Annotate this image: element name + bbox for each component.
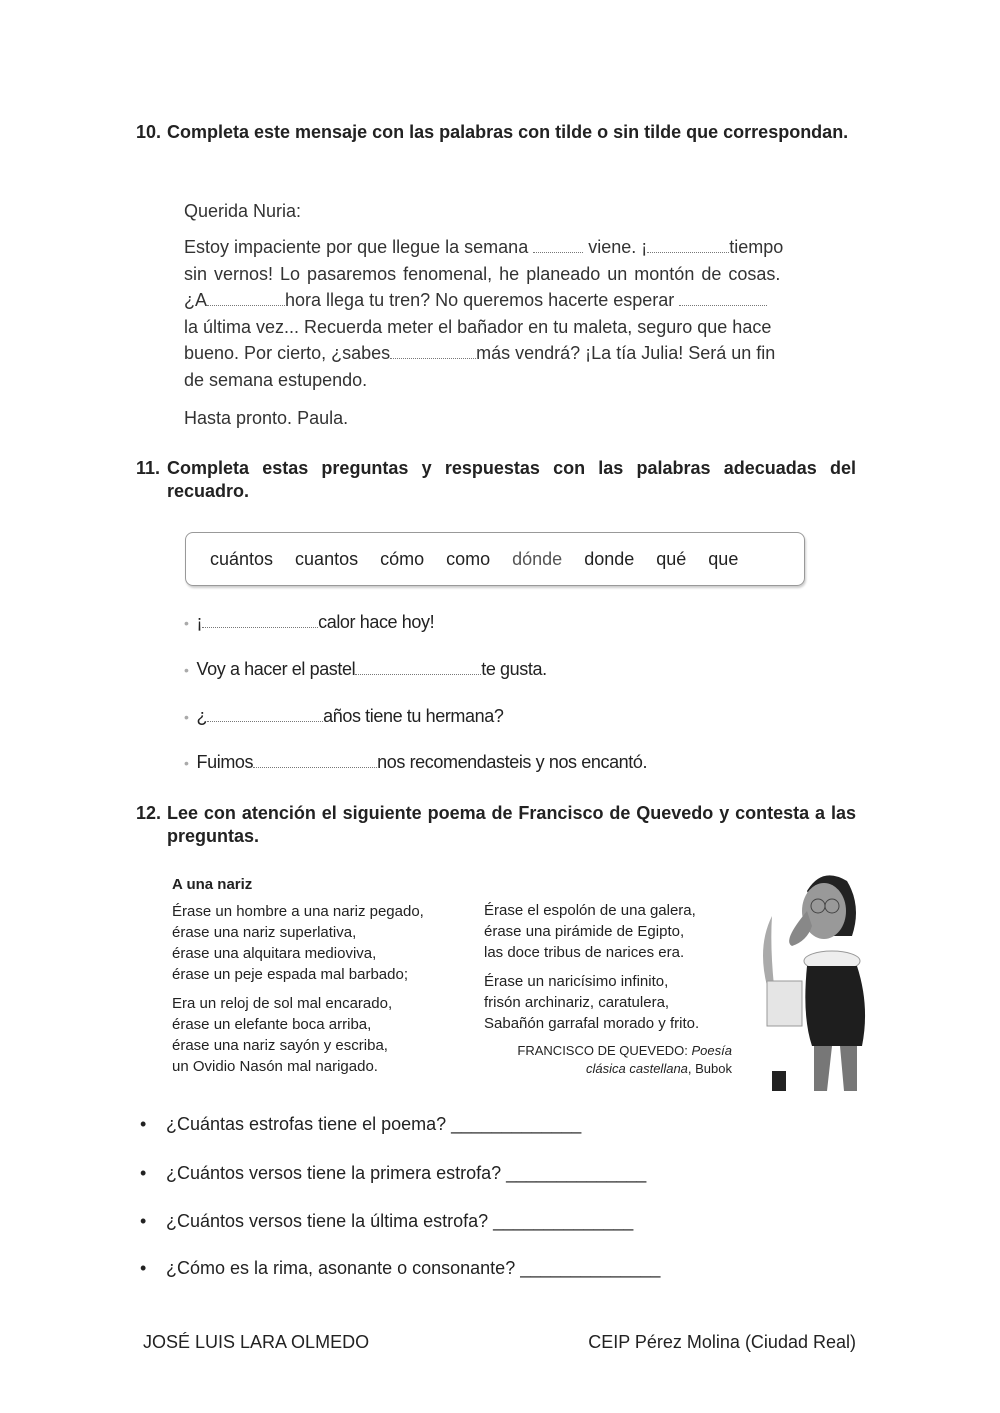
- word: cómo: [380, 548, 425, 569]
- blank-5[interactable]: [390, 342, 476, 359]
- question-12-heading: 12. Lee con atención el siguiente poema de Francisco de Quevedo y contesta a las preguntas.: [136, 803, 856, 846]
- blank-4[interactable]: [679, 289, 767, 306]
- quevedo-illustration: [752, 866, 877, 1101]
- fill-item: • Fuimos nos recomendasteis y nos encantó.: [184, 752, 648, 772]
- blank-2[interactable]: [647, 236, 729, 253]
- letter-body: Estoy impaciente por que llegue la semana viene. ¡ tiempo sin vernos! Lo pasaremos fenomenal, he planeado un montón de cosas. ¿A hora llega tu tren? No queremos hacerte esperar la última vez... Recuerda meter el bañador en tu maleta, seguro que hace bueno. Por cierto, ¿sabes más vendrá? ¡La tía Julia! Será un fin de semana estupendo.: [184, 237, 784, 390]
- fill-item: • Voy a hacer el pastel te gusta.: [184, 659, 547, 679]
- word: cuántos: [210, 548, 274, 569]
- word: como: [446, 548, 491, 569]
- word: donde: [584, 548, 635, 569]
- blank-1[interactable]: [533, 236, 583, 253]
- word: cuantos: [295, 548, 359, 569]
- question-item: • ¿Cómo es la rima, asonante o consonante? ______________: [140, 1258, 661, 1278]
- question-10-heading: 10. Completa este mensaje con las palabras con tilde o sin tilde que correspondan.: [136, 122, 849, 142]
- footer-school: CEIP Pérez Molina (Ciudad Real): [588, 1332, 856, 1352]
- blank[interactable]: [253, 751, 377, 768]
- poem-left: A una nariz Érase un hombre a una nariz pegado, érase una nariz superlativa, érase una alquitara medioviva, érase un peje espada mal barbado; Era un reloj de sol mal encarado, érase un elefante boca arriba, érase una nariz sayón y escriba, un Ovidio Nasón mal narigado.: [172, 876, 424, 1075]
- question-item: • ¿Cuántos versos tiene la última estrofa? ______________: [140, 1211, 634, 1231]
- poem-right: Érase el espolón de una galera, érase una pirámide de Egipto, las doce tribus de narices era. Érase un naricísimo infinito, frisón archinariz, caratulera, Sabañón garrafal morado y frito. FRANCISCO DE QUEVEDO: Poesía clásica castellana, Bubok: [484, 902, 732, 1076]
- poem-source: FRANCISCO DE QUEVEDO: Poesía clásica castellana, Bubok: [517, 1043, 732, 1076]
- blank[interactable]: [202, 611, 318, 628]
- footer-author: JOSÉ LUIS LARA OLMEDO: [143, 1332, 370, 1352]
- question-item: • ¿Cuántas estrofas tiene el poema? _____________: [140, 1114, 582, 1134]
- question-11-heading: 11. Completa estas preguntas y respuestas con las palabras adecuadas del recuadro.: [136, 458, 856, 501]
- fill-item: • ¿ años tiene tu hermana?: [184, 706, 504, 726]
- blank[interactable]: [207, 705, 323, 722]
- letter-closing: Hasta pronto. Paula.: [184, 408, 349, 428]
- blank-3[interactable]: [207, 289, 285, 306]
- word-box: [185, 532, 805, 586]
- question-item: • ¿Cuántos versos tiene la primera estrofa? ______________: [140, 1163, 647, 1183]
- blank[interactable]: [355, 658, 481, 675]
- word: que: [708, 548, 739, 569]
- letter-greeting: Querida Nuria:: [184, 201, 302, 221]
- fill-item: • ¡ calor hace hoy!: [184, 612, 435, 632]
- word: qué: [656, 548, 687, 569]
- word: dónde: [512, 548, 563, 569]
